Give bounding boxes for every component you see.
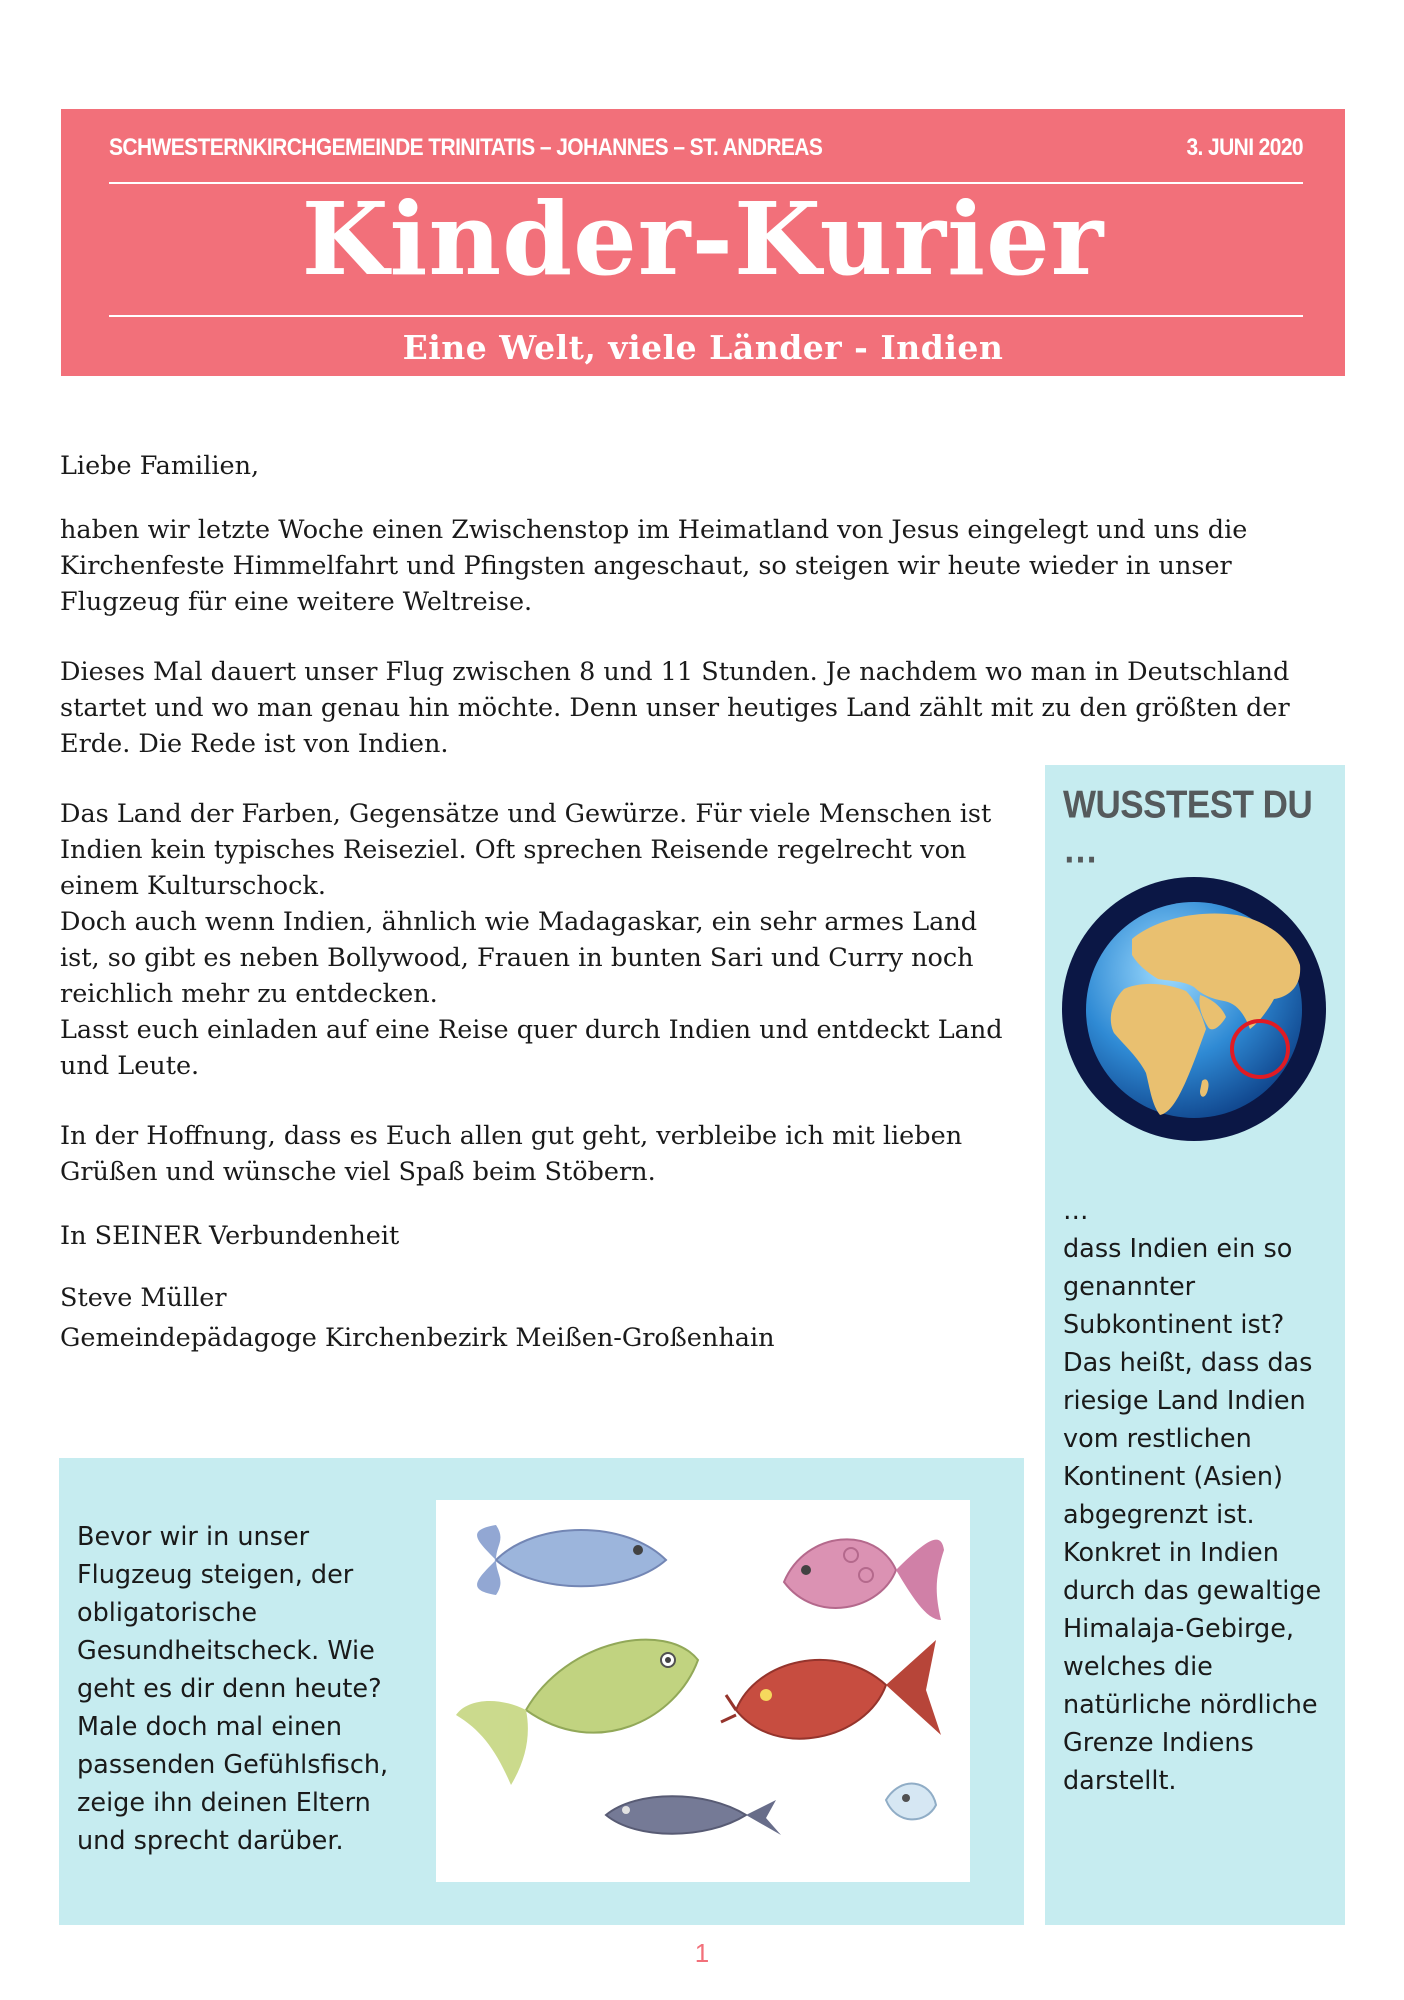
letter-paragraph-3a: Das Land der Farben, Gegensätze und Gewürze. Für viele Menschen ist Indien kein typisches Reiseziel. Oft sprechen Reisende regelrecht von einem Kulturschock. [60,799,992,901]
did-you-know-text [1063,1192,1335,1800]
letter-author: Steve Müller [60,1283,227,1313]
letter-paragraph-1: haben wir letzte Woche einen Zwischenstop im Heimatland von Jesus eingelegt und uns die Kirchenfeste Himmelfahrt und Pfingsten angeschaut, so steigen wir heute wieder in unser Flugzeug für eine weitere Weltreise. [60,515,1248,617]
masthead-topline [109,133,1303,163]
letter-paragraph-3b: Doch auch wenn Indien, ähnlich wie Madagaskar, ein sehr armes Land ist, so gibt es neben Bollywood, Frauen in bunten Sari und Curry noch reichlich mehr zu entdecken. [60,907,978,1009]
masthead [61,109,1345,376]
letter-paragraph-3c: Lasst euch einladen auf eine Reise quer durch Indien und entdeckt Land und Leute. [60,1015,1003,1081]
letter-author-role: Gemeindepädagoge Kirchenbezirk Meißen-Großenhain [60,1323,775,1353]
activity-box [59,1458,1024,1925]
letter-paragraph-4: In der Hoffnung, dass es Euch allen gut geht, verbleibe ich mit lieben Grüßen und wünsche viel Spaß beim Stöbern. [60,1121,963,1187]
letter-paragraph-2: Dieses Mal dauert unser Flug zwischen 8 und 11 Stunden. Je nachdem wo man in Deutschland startet und wo man genau hin möchte. Denn unser heutiges Land zählt mit zu den größten der Erde. Die Rede ist von Indien. [60,657,1290,759]
parish-name: SCHWESTERNKIRCHGEMEINDE TRINITATIS – JOHANNES – ST. ANDREAS [109,134,823,161]
newsletter-title: Kinder-Kurier [301,180,1105,298]
activity-text: Bevor wir in unser Flugzeug steigen, der obligatorische Gesundheitscheck. Wie geht es dir denn heute? Male doch mal einen passenden Gefühlsfisch, zeige ihn deinen Eltern und sprecht darüber. [77,1522,389,1856]
letter-salutation: Liebe Familien, [60,451,260,481]
did-you-know-fact: dass Indien ein so genannter Subkontinent ist? Das heißt, dass das riesige Land Indien vom restlichen Kontinent (Asien) abgegrenzt ist. Konkret in Indien durch das gewaltige Himalaja-Gebirge, welches die natürliche nördliche Grenze Indiens darstellt. [1063,1234,1322,1796]
feelings-fish-drawing [436,1500,970,1882]
masthead-rule-bottom [109,315,1303,317]
globe-icon [1062,877,1327,1142]
letter-closing: In SEINER Verbundenheit [60,1221,400,1251]
did-you-know-ellipsis: … [1063,1196,1089,1226]
did-you-know-heading: WUSSTEST DU … [1063,783,1313,872]
did-you-know-box [1045,765,1345,1925]
newsletter-subtitle: Eine Welt, viele Länder - Indien [402,328,1004,367]
page-number: 1 [694,1938,710,1968]
issue-date: 3. JUNI 2020 [1186,134,1303,161]
